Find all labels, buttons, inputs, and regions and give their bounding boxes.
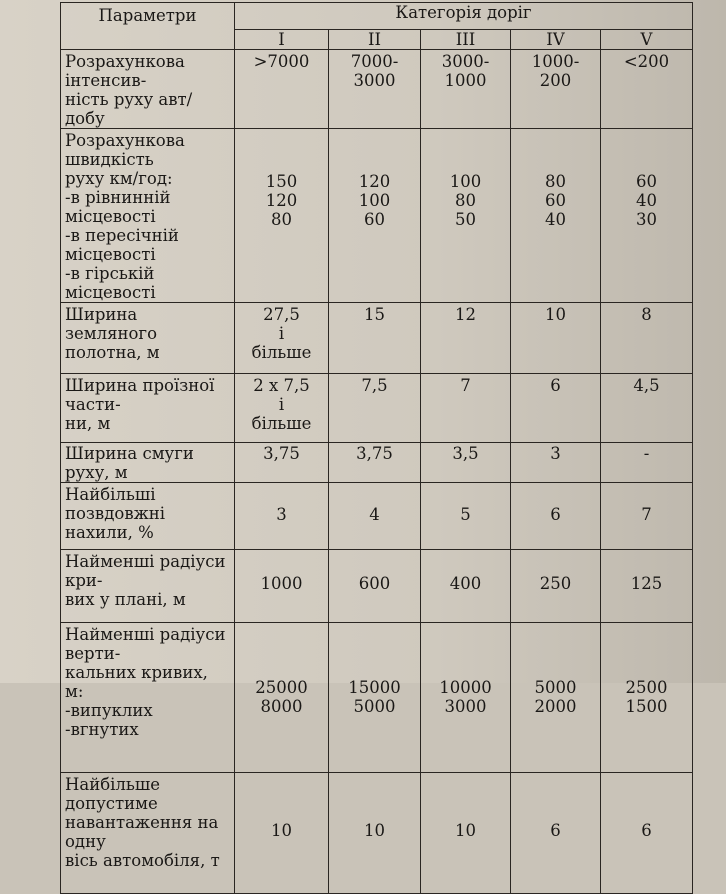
param-label: Ширина проїзної части- ни, м	[61, 374, 235, 443]
value-cell: 600	[329, 550, 421, 623]
value-cell: 6	[511, 374, 601, 443]
value-cell: 3	[511, 443, 601, 483]
param-label: Розрахункова швидкість руху км/год: -в рівнинній місцевості -в пересічній місцевості -в гірській місцевості	[61, 129, 235, 303]
value-cell: 250	[511, 550, 601, 623]
value-cell: 6	[511, 483, 601, 550]
param-label: Розрахункова інтенсив- ність руху авт/добу	[61, 50, 235, 129]
value-cell: 10	[511, 303, 601, 374]
value-cell: 4,5	[601, 374, 693, 443]
row-plan-radius	[61, 550, 693, 623]
value-cell: 10000 3000	[421, 623, 511, 773]
row-earth-width	[61, 303, 693, 374]
param-label: Ширина смуги руху, м	[61, 443, 235, 483]
row-carriageway-width	[61, 374, 693, 443]
value-cell: 15000 5000	[329, 623, 421, 773]
value-cell: -	[601, 443, 693, 483]
value-cell: 6	[601, 773, 693, 894]
value-cell: 8	[601, 303, 693, 374]
value-cell: 10	[235, 773, 329, 894]
row-lane-width	[61, 443, 693, 483]
param-label: Найменші радіуси кри- вих у плані, м	[61, 550, 235, 623]
category-1: I	[235, 30, 329, 50]
value-cell: 7,5	[329, 374, 421, 443]
row-intensity	[61, 50, 693, 129]
value-cell: 150 120 80	[235, 129, 329, 303]
value-cell: 7	[601, 483, 693, 550]
value-cell: 3,75	[235, 443, 329, 483]
value-cell: 60 40 30	[601, 129, 693, 303]
row-vertical-radius	[61, 623, 693, 773]
value-cell: 5000 2000	[511, 623, 601, 773]
value-cell: 125	[601, 550, 693, 623]
value-cell: 80 60 40	[511, 129, 601, 303]
value-cell: 2500 1500	[601, 623, 693, 773]
value-cell: 2 х 7,5 і більше	[235, 374, 329, 443]
category-5: V	[601, 30, 693, 50]
param-label: Ширина земляного полотна, м	[61, 303, 235, 374]
value-cell: 3	[235, 483, 329, 550]
value-cell: >7000	[235, 50, 329, 129]
value-cell: 120 100 60	[329, 129, 421, 303]
category-4: IV	[511, 30, 601, 50]
param-label: Найменші радіуси верти- кальних кривих, м: -випуклих -вгнутих	[61, 623, 235, 773]
value-cell: 25000 8000	[235, 623, 329, 773]
value-cell: 7	[421, 374, 511, 443]
value-cell: 3,75	[329, 443, 421, 483]
value-cell: 10	[329, 773, 421, 894]
road-category-table	[60, 2, 693, 894]
header-params: Параметри	[61, 3, 235, 50]
row-speed	[61, 129, 693, 303]
row-axle-load	[61, 773, 693, 894]
value-cell: 15	[329, 303, 421, 374]
category-3: III	[421, 30, 511, 50]
value-cell: 400	[421, 550, 511, 623]
value-cell: <200	[601, 50, 693, 129]
value-cell: 3,5	[421, 443, 511, 483]
value-cell: 100 80 50	[421, 129, 511, 303]
param-label: Найбільші позвдовжні нахили, %	[61, 483, 235, 550]
value-cell: 7000- 3000	[329, 50, 421, 129]
value-cell: 4	[329, 483, 421, 550]
value-cell: 1000	[235, 550, 329, 623]
param-label: Найбільше допустиме навантаження на одну вісь автомобіля, т	[61, 773, 235, 894]
category-2: II	[329, 30, 421, 50]
value-cell: 10	[421, 773, 511, 894]
value-cell: 27,5 і більше	[235, 303, 329, 374]
value-cell: 6	[511, 773, 601, 894]
header-categories: Категорія доріг	[235, 3, 693, 30]
value-cell: 1000- 200	[511, 50, 601, 129]
value-cell: 5	[421, 483, 511, 550]
value-cell: 3000- 1000	[421, 50, 511, 129]
row-slope	[61, 483, 693, 550]
value-cell: 12	[421, 303, 511, 374]
